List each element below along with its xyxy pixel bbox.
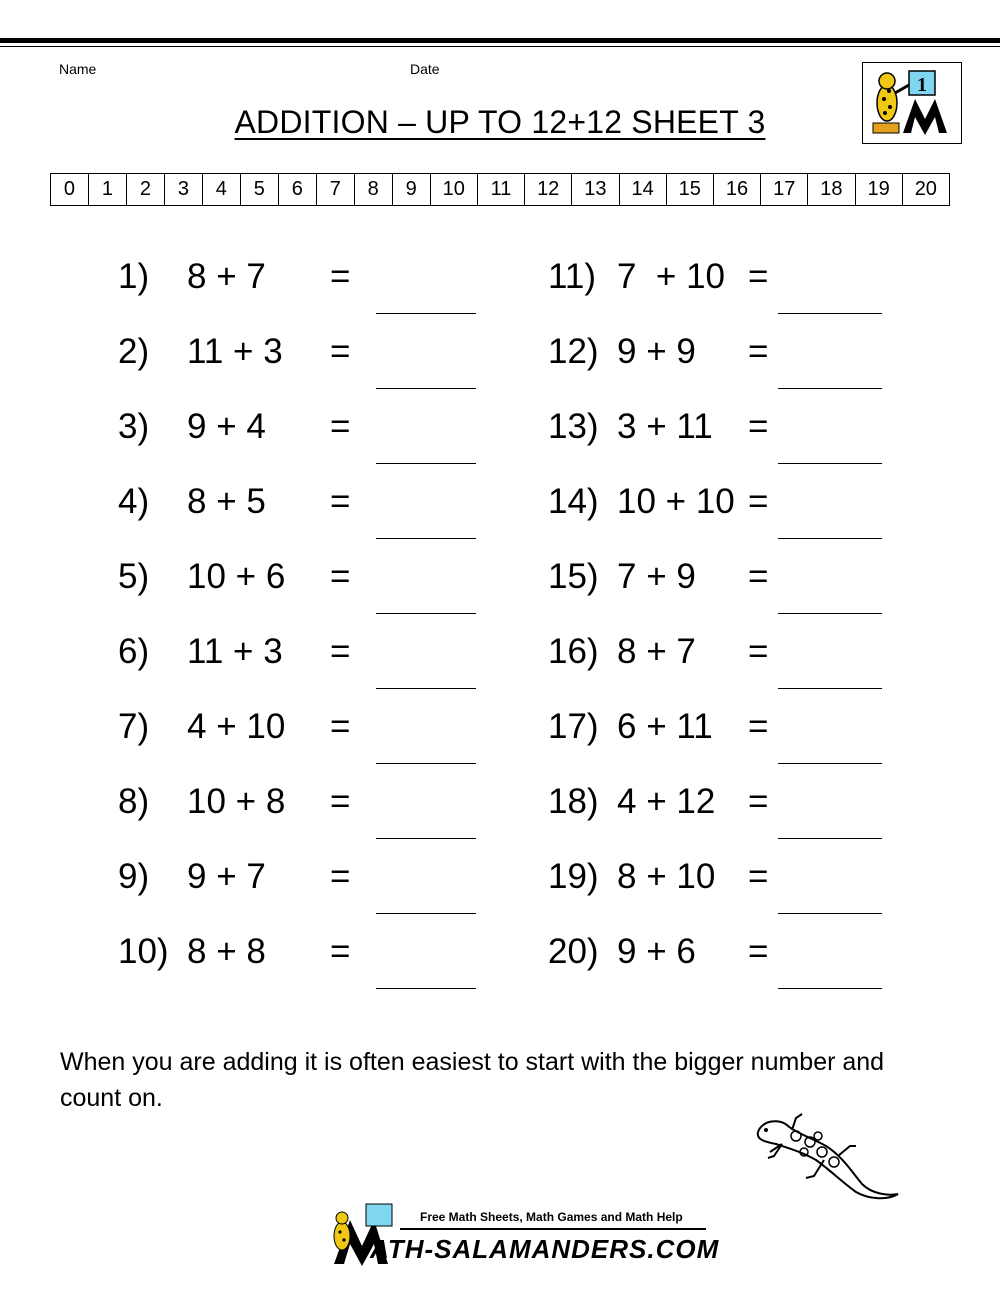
problem-row [548, 707, 908, 767]
problem-expression: 3 + 11 [617, 407, 713, 446]
problem-row [548, 332, 908, 392]
equals-sign: = [330, 407, 351, 446]
problem-expression: 7 + 10 [617, 257, 726, 296]
number-line-cell: 2 [127, 174, 165, 205]
problem-row [548, 557, 908, 617]
problem-number: 1) [118, 257, 150, 296]
equals-sign: = [748, 857, 769, 896]
problem-expression: 9 + 9 [617, 332, 696, 371]
number-line-cell: 9 [393, 174, 431, 205]
equals-sign: = [748, 932, 769, 971]
tip-text: When you are adding it is often easiest to start with the bigger number and count on. [60, 1048, 885, 1112]
grade-logo [862, 62, 962, 144]
salamander-icon [752, 1112, 902, 1204]
date-label: Date [410, 61, 440, 77]
problem-number: 17) [548, 707, 599, 746]
number-line-cell: 8 [355, 174, 393, 205]
grade-badge: 1 [917, 74, 927, 96]
problem-expression: 10 + 8 [187, 782, 286, 821]
problem-row [118, 257, 478, 317]
problem-number: 20) [548, 932, 599, 971]
answer-blank[interactable] [376, 463, 476, 464]
answer-blank[interactable] [376, 763, 476, 764]
answer-blank[interactable] [778, 613, 882, 614]
number-line-cell: 10 [431, 174, 478, 205]
problem-expression: 4 + 10 [187, 707, 286, 746]
problem-row [118, 332, 478, 392]
number-line-cell: 20 [914, 178, 937, 200]
number-line-cell: 13 [572, 174, 619, 205]
number-line-cell: 7 [317, 174, 355, 205]
answer-blank[interactable] [778, 988, 882, 989]
problem-row [118, 707, 478, 767]
number-line-cell: 3 [165, 174, 203, 205]
equals-sign: = [748, 257, 769, 296]
answer-blank[interactable] [376, 688, 476, 689]
problem-expression: 7 + 9 [617, 557, 696, 596]
problem-number: 6) [118, 632, 150, 671]
equals-sign: = [330, 482, 351, 521]
problem-row [548, 257, 908, 317]
answer-blank[interactable] [778, 388, 882, 389]
number-line-cell: 19 [856, 174, 903, 205]
equals-sign: = [748, 482, 769, 521]
problem-number: 9) [118, 857, 150, 896]
footer-site[interactable]: ATH-SALAMANDERS.COM [370, 1234, 720, 1264]
number-line-cell: 1 [89, 174, 127, 205]
number-line-cell: 15 [667, 174, 714, 205]
problem-number: 15) [548, 557, 599, 596]
problem-row [118, 482, 478, 542]
top-rule-thin [0, 46, 1000, 47]
equals-sign: = [330, 557, 351, 596]
problem-number: 8) [118, 782, 150, 821]
problem-expression: 8 + 7 [617, 632, 696, 671]
problem-row [118, 857, 478, 917]
problem-number: 2) [118, 332, 150, 371]
problem-expression: 9 + 4 [187, 407, 266, 446]
problem-expression: 8 + 7 [187, 257, 266, 296]
equals-sign: = [330, 332, 351, 371]
problem-expression: 9 + 7 [187, 857, 266, 896]
footer-tagline: Free Math Sheets, Math Games and Math Help [420, 1210, 683, 1224]
equals-sign: = [748, 557, 769, 596]
number-line-cell: 11 [478, 174, 525, 205]
top-rule [0, 38, 1000, 43]
number-line-cell: 17 [761, 174, 808, 205]
equals-sign: = [330, 857, 351, 896]
number-line-cell: 4 [203, 174, 241, 205]
equals-sign: = [330, 707, 351, 746]
equals-sign: = [748, 407, 769, 446]
equals-sign: = [748, 332, 769, 371]
answer-blank[interactable] [376, 538, 476, 539]
equals-sign: = [748, 782, 769, 821]
answer-blank[interactable] [376, 838, 476, 839]
problem-number: 19) [548, 857, 599, 896]
answer-blank[interactable] [778, 838, 882, 839]
answer-blank[interactable] [376, 313, 476, 314]
answer-blank[interactable] [376, 988, 476, 989]
equals-sign: = [330, 257, 351, 296]
answer-blank[interactable] [778, 763, 882, 764]
problem-expression: 10 + 10 [617, 482, 735, 521]
equals-sign: = [748, 707, 769, 746]
problem-row [548, 782, 908, 842]
problem-row [118, 557, 478, 617]
number-line-cell: 12 [525, 174, 572, 205]
equals-sign: = [330, 632, 351, 671]
equals-sign: = [748, 632, 769, 671]
problem-number: 7) [118, 707, 150, 746]
problem-row [548, 857, 908, 917]
number-line-cell: 14 [620, 174, 667, 205]
problem-row [118, 782, 478, 842]
answer-blank[interactable] [376, 913, 476, 914]
number-line-cell: 0 [51, 174, 89, 205]
problem-number: 16) [548, 632, 599, 671]
problem-number: 14) [548, 482, 599, 521]
problem-row [118, 932, 478, 992]
problem-expression: 8 + 5 [187, 482, 266, 521]
number-line [50, 173, 950, 206]
problem-expression: 9 + 6 [617, 932, 696, 971]
problem-expression: 4 + 12 [617, 782, 716, 821]
problem-row [548, 482, 908, 542]
answer-blank[interactable] [778, 688, 882, 689]
problem-number: 12) [548, 332, 599, 371]
problem-row [548, 407, 908, 467]
salamander-logo-icon [863, 63, 961, 143]
problem-expression: 8 + 8 [187, 932, 266, 971]
answer-blank[interactable] [376, 613, 476, 614]
answer-blank[interactable] [778, 538, 882, 539]
number-line-cell: 18 [808, 174, 855, 205]
problem-expression: 8 + 10 [617, 857, 716, 896]
answer-blank[interactable] [778, 463, 882, 464]
problem-row [548, 932, 908, 992]
problem-number: 5) [118, 557, 150, 596]
problem-expression: 6 + 11 [617, 707, 713, 746]
number-line-cell: 5 [241, 174, 279, 205]
problem-number: 13) [548, 407, 599, 446]
problem-row [118, 407, 478, 467]
problem-number: 10) [118, 932, 169, 971]
problem-number: 18) [548, 782, 599, 821]
answer-blank[interactable] [778, 913, 882, 914]
problem-number: 3) [118, 407, 150, 446]
problem-row [548, 632, 908, 692]
answer-blank[interactable] [778, 313, 882, 314]
problem-expression: 11 + 3 [187, 632, 283, 671]
problem-number: 11) [548, 257, 596, 296]
page-title: ADDITION – UP TO 12+12 SHEET 3 [234, 104, 766, 140]
equals-sign: = [330, 782, 351, 821]
problem-number: 4) [118, 482, 150, 521]
problem-expression: 10 + 6 [187, 557, 286, 596]
problem-row [118, 632, 478, 692]
problem-expression: 11 + 3 [187, 332, 283, 371]
equals-sign: = [330, 932, 351, 971]
name-label: Name [59, 61, 97, 77]
answer-blank[interactable] [376, 388, 476, 389]
number-line-cell: 6 [279, 174, 317, 205]
number-line-cell: 16 [714, 174, 761, 205]
